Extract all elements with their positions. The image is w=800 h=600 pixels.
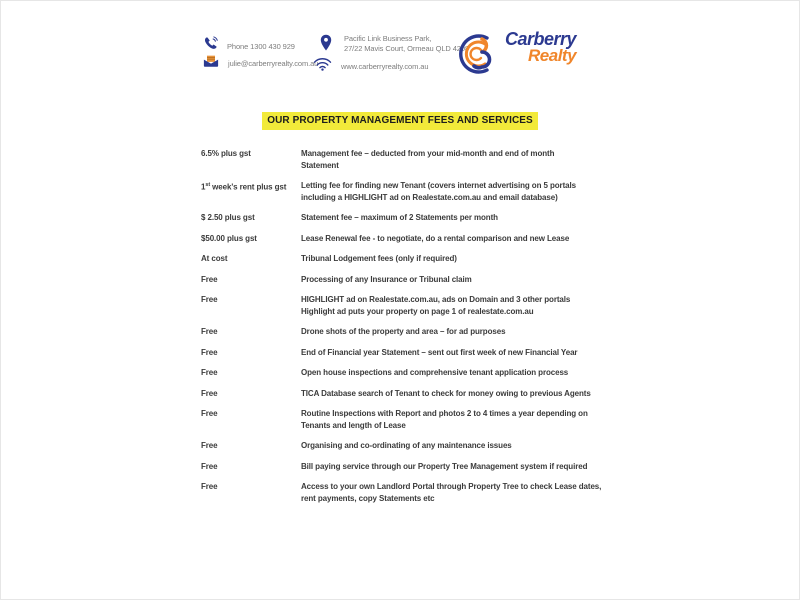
fee-amount: Free xyxy=(201,388,218,398)
title-row xyxy=(1,110,799,130)
fee-description: Bill paying service through our Property Tree Management system if required xyxy=(301,461,588,471)
fee-description: Access to your own Landlord Portal through Property Tree to check Lease dates, rent payments, copy Statements etc xyxy=(301,482,602,503)
fee-amount: $50.00 plus gst xyxy=(201,233,257,243)
fee-row xyxy=(201,253,641,265)
fee-description: Processing of any Insurance or Tribunal claim xyxy=(301,274,472,284)
phone-number: Phone 1300 430 929 xyxy=(227,41,295,51)
address-line2: 27/22 Mavis Court, Ormeau QLD 4208 xyxy=(344,43,469,53)
fee-description: Routine Inspections with Report and photos 2 to 4 times a year depending on Tenants and length of Lease xyxy=(301,409,588,430)
wifi-icon xyxy=(313,57,332,76)
location-pin-icon xyxy=(320,34,332,57)
carberry-realty-logo xyxy=(456,27,576,84)
fee-description: Lease Renewal fee - to negotiate, do a rental comparison and new Lease xyxy=(301,233,570,243)
fee-row xyxy=(201,326,641,338)
address-text xyxy=(344,34,469,53)
fee-amount: Free xyxy=(201,482,218,491)
fee-description: Management fee – deducted from your mid-month and end of month Statement xyxy=(301,149,555,170)
fee-description: Open house inspections and comprehensive tenant application process xyxy=(301,368,569,377)
fee-row xyxy=(201,294,641,317)
envelope-icon xyxy=(203,54,219,73)
fee-row xyxy=(201,233,641,245)
website-url: www.carberryrealty.com.au xyxy=(341,62,429,71)
fee-description: Statement fee – maximum of 2 Statements per month xyxy=(301,213,498,222)
phone-icon xyxy=(203,36,218,56)
address-line1: Pacific Link Business Park, xyxy=(344,34,432,43)
fee-row xyxy=(201,367,641,379)
fee-row xyxy=(201,148,641,171)
fee-amount: Free xyxy=(201,295,218,304)
fee-description: End of Financial year Statement – sent out first week of new Financial Year xyxy=(301,347,578,357)
fee-amount: 6.5% plus gst xyxy=(201,149,251,158)
email-row xyxy=(203,54,318,73)
fee-row xyxy=(201,408,641,431)
fee-amount: Free xyxy=(201,347,218,357)
fee-description: Letting fee for finding new Tenant (covers internet advertising on 5 portals including a HIGHLIGHT ad on Realestate.com.au and email database) xyxy=(301,181,576,202)
fee-amount: Free xyxy=(201,368,218,377)
fee-row xyxy=(201,440,641,452)
fee-row xyxy=(201,180,641,203)
logo-monogram-icon xyxy=(456,27,502,84)
fee-row xyxy=(201,461,641,473)
fee-description: Organising and co-ordinating of any maintenance issues xyxy=(301,441,512,450)
fee-row xyxy=(201,347,641,359)
fee-description: HIGHLIGHT ad on Realestate.com.au, ads on Domain and 3 other portals Highlight ad puts your property on page 1 of realestate.com.au xyxy=(301,295,571,316)
fee-description: Drone shots of the property and area – for ad purposes xyxy=(301,327,506,336)
fee-row xyxy=(201,274,641,286)
logo-wordmark xyxy=(505,31,576,64)
fee-amount: Free xyxy=(201,441,218,450)
fees-table xyxy=(201,148,641,513)
fee-amount: Free xyxy=(201,461,218,471)
fee-row xyxy=(201,388,641,400)
website-row xyxy=(313,57,428,76)
address-row xyxy=(317,34,469,57)
fee-row xyxy=(201,212,641,224)
logo-word-realty: Realty xyxy=(528,46,577,65)
page-title: OUR PROPERTY MANAGEMENT FEES AND SERVICES xyxy=(262,112,538,130)
phone-row xyxy=(203,36,295,56)
fee-amount: $ 2.50 plus gst xyxy=(201,213,255,222)
fee-amount: At cost xyxy=(201,254,228,263)
email-address: julie@carberryrealty.com.au xyxy=(228,59,319,68)
fee-amount: Free xyxy=(201,327,218,336)
fee-row xyxy=(201,481,641,504)
logo-word-carberry: Carberry xyxy=(505,29,577,49)
fee-amount: Free xyxy=(201,409,218,418)
fee-amount: Free xyxy=(201,274,218,284)
fee-description: TICA Database search of Tenant to check for money owing to previous Agents xyxy=(301,388,591,398)
fee-amount: 1st week's rent plus gst xyxy=(201,181,287,192)
fee-description: Tribunal Lodgement fees (only if required) xyxy=(301,254,457,263)
